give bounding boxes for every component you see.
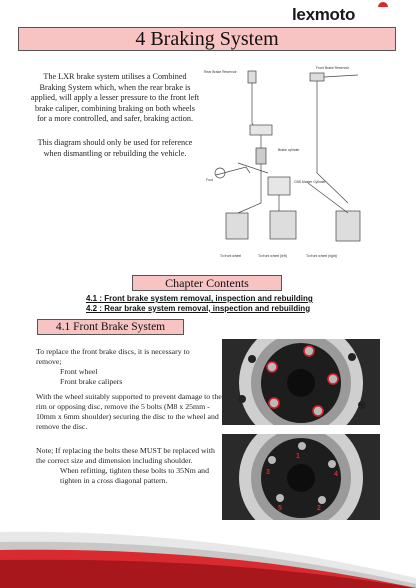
diagram-label-cbs-cylinder: CBS Master Cylinder <box>294 180 326 184</box>
bolt-number-3: 3 <box>266 469 270 476</box>
diagram-label-wheel-right: To front wheel (right) <box>306 254 337 258</box>
removal-item-calipers: Front brake calipers <box>60 377 123 386</box>
diagram-label-front-wheel: To front wheel <box>220 254 242 258</box>
chapter-title: 4 Braking System <box>18 27 396 51</box>
diagram-label-front-reservoir: Front Brake Reservoir <box>316 66 350 70</box>
intro-paragraph-2: This diagram should only be used for reference when dismantling or rebuilding the vehicle. <box>37 137 193 158</box>
intro-text <box>30 72 200 172</box>
brake-disc-photo-bolts-circled <box>222 339 380 425</box>
diagram-label-foot: Foot <box>206 178 213 182</box>
chapter-contents-list <box>86 294 406 313</box>
contents-link-4-2[interactable]: 4.2 : Rear brake system removal, inspection and rebuilding <box>86 303 311 313</box>
intro-paragraph-1: The LXR brake system utilises a Combined Braking System which, when the rear brake is applied, will apply a lesser pressure to the front left brake caliper, combining braking on both wheels for a more controlled, and safer, braking action. <box>30 72 200 124</box>
bolt-note <box>36 446 222 486</box>
contents-link-4-1[interactable]: 4.1 : Front brake system removal, inspection and rebuilding <box>86 294 313 303</box>
footer-wave <box>0 520 416 588</box>
bolt-torque-text: When refitting, tighten these bolts to 35Nm and tighten in a cross diagonal pattern. <box>60 466 209 485</box>
diagram-label-brake-cylinder: Brake cylinder <box>278 148 300 152</box>
bolt-number-1: 1 <box>296 453 300 460</box>
lexmoto-logo: lexmoto <box>292 5 356 24</box>
diagram-label-rear-reservoir: Rear Brake Reservoir <box>204 70 237 74</box>
bolt-number-5: 5 <box>278 505 282 512</box>
bolt-number-2: 2 <box>317 505 321 512</box>
disc-removal-text: With the wheel suitably supported to prevent damage to the rim or opposing disc, remove the 5 bolts (M8 x 25mm - 10mm x 6mm shoulder) securing the disc to the wheel and remove the disc. <box>36 392 222 431</box>
section-title: 4.1 Front Brake System <box>37 319 184 335</box>
removal-intro: To replace the front brake discs, it is necessary to remove; <box>36 347 190 366</box>
diagram-label-wheel-left: To front wheel (left) <box>258 254 287 258</box>
removal-list <box>36 347 216 387</box>
chapter-contents-title: Chapter Contents <box>132 275 282 291</box>
brake-disc-photo-bolt-order <box>222 434 380 520</box>
bolt-number-4: 4 <box>334 471 338 478</box>
removal-item-front-wheel: Front wheel <box>60 367 98 376</box>
brake-system-diagram <box>198 63 370 266</box>
logo-accent <box>378 2 388 7</box>
bolt-note-text: Note; If replacing the bolts these MUST be replaced with the correct size and dimension including shoulder. <box>36 446 215 465</box>
